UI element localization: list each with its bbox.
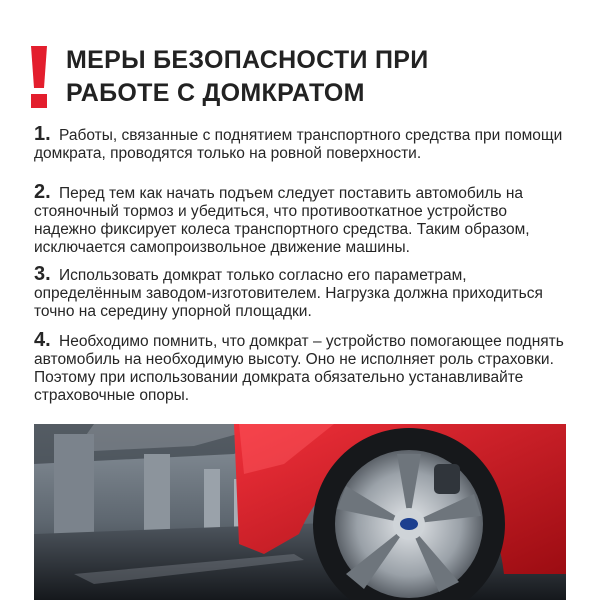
list-item [34, 265, 564, 321]
page-title [66, 44, 429, 110]
title-line-1: МЕРЫ БЕЗОПАСНОСТИ ПРИ [66, 46, 429, 74]
exclamation-icon [28, 44, 50, 110]
title-line-2: РАБОТЕ С ДОМКРАТОМ [66, 79, 365, 107]
item-text: Необходимо помнить, что домкрат – устройство помогающее поднять автомобиль на необходимую высоту. Оно не исполняет роль страховки. Поэтому при использовании домкрата обязательно устанавливайте страховочные опоры. [34, 333, 564, 404]
item-number: 1. [34, 123, 51, 145]
item-number: 4. [34, 329, 51, 351]
header [28, 44, 568, 114]
list-item [34, 183, 564, 257]
item-text: Работы, связанные с поднятием транспортного средства при помощи домкрата, проводятся только на ровной поверхности. [34, 127, 563, 162]
item-text: Использовать домкрат только согласно его параметрам, определённым заводом-изготовителем. Нагрузка должна приходиться точно на середину упорной площадки. [34, 267, 543, 320]
car-wheel-photo [34, 424, 566, 600]
list-item [34, 331, 564, 405]
item-number: 3. [34, 263, 51, 285]
list-item [34, 125, 564, 163]
item-number: 2. [34, 181, 51, 203]
item-text: Перед тем как начать подъем следует поставить автомобиль на стояночный тормоз и убедиться, что противооткатное устройство надежно фиксирует колеса транспортного средства. Таким образом, исключается самопроизвольное движение машины. [34, 185, 530, 256]
